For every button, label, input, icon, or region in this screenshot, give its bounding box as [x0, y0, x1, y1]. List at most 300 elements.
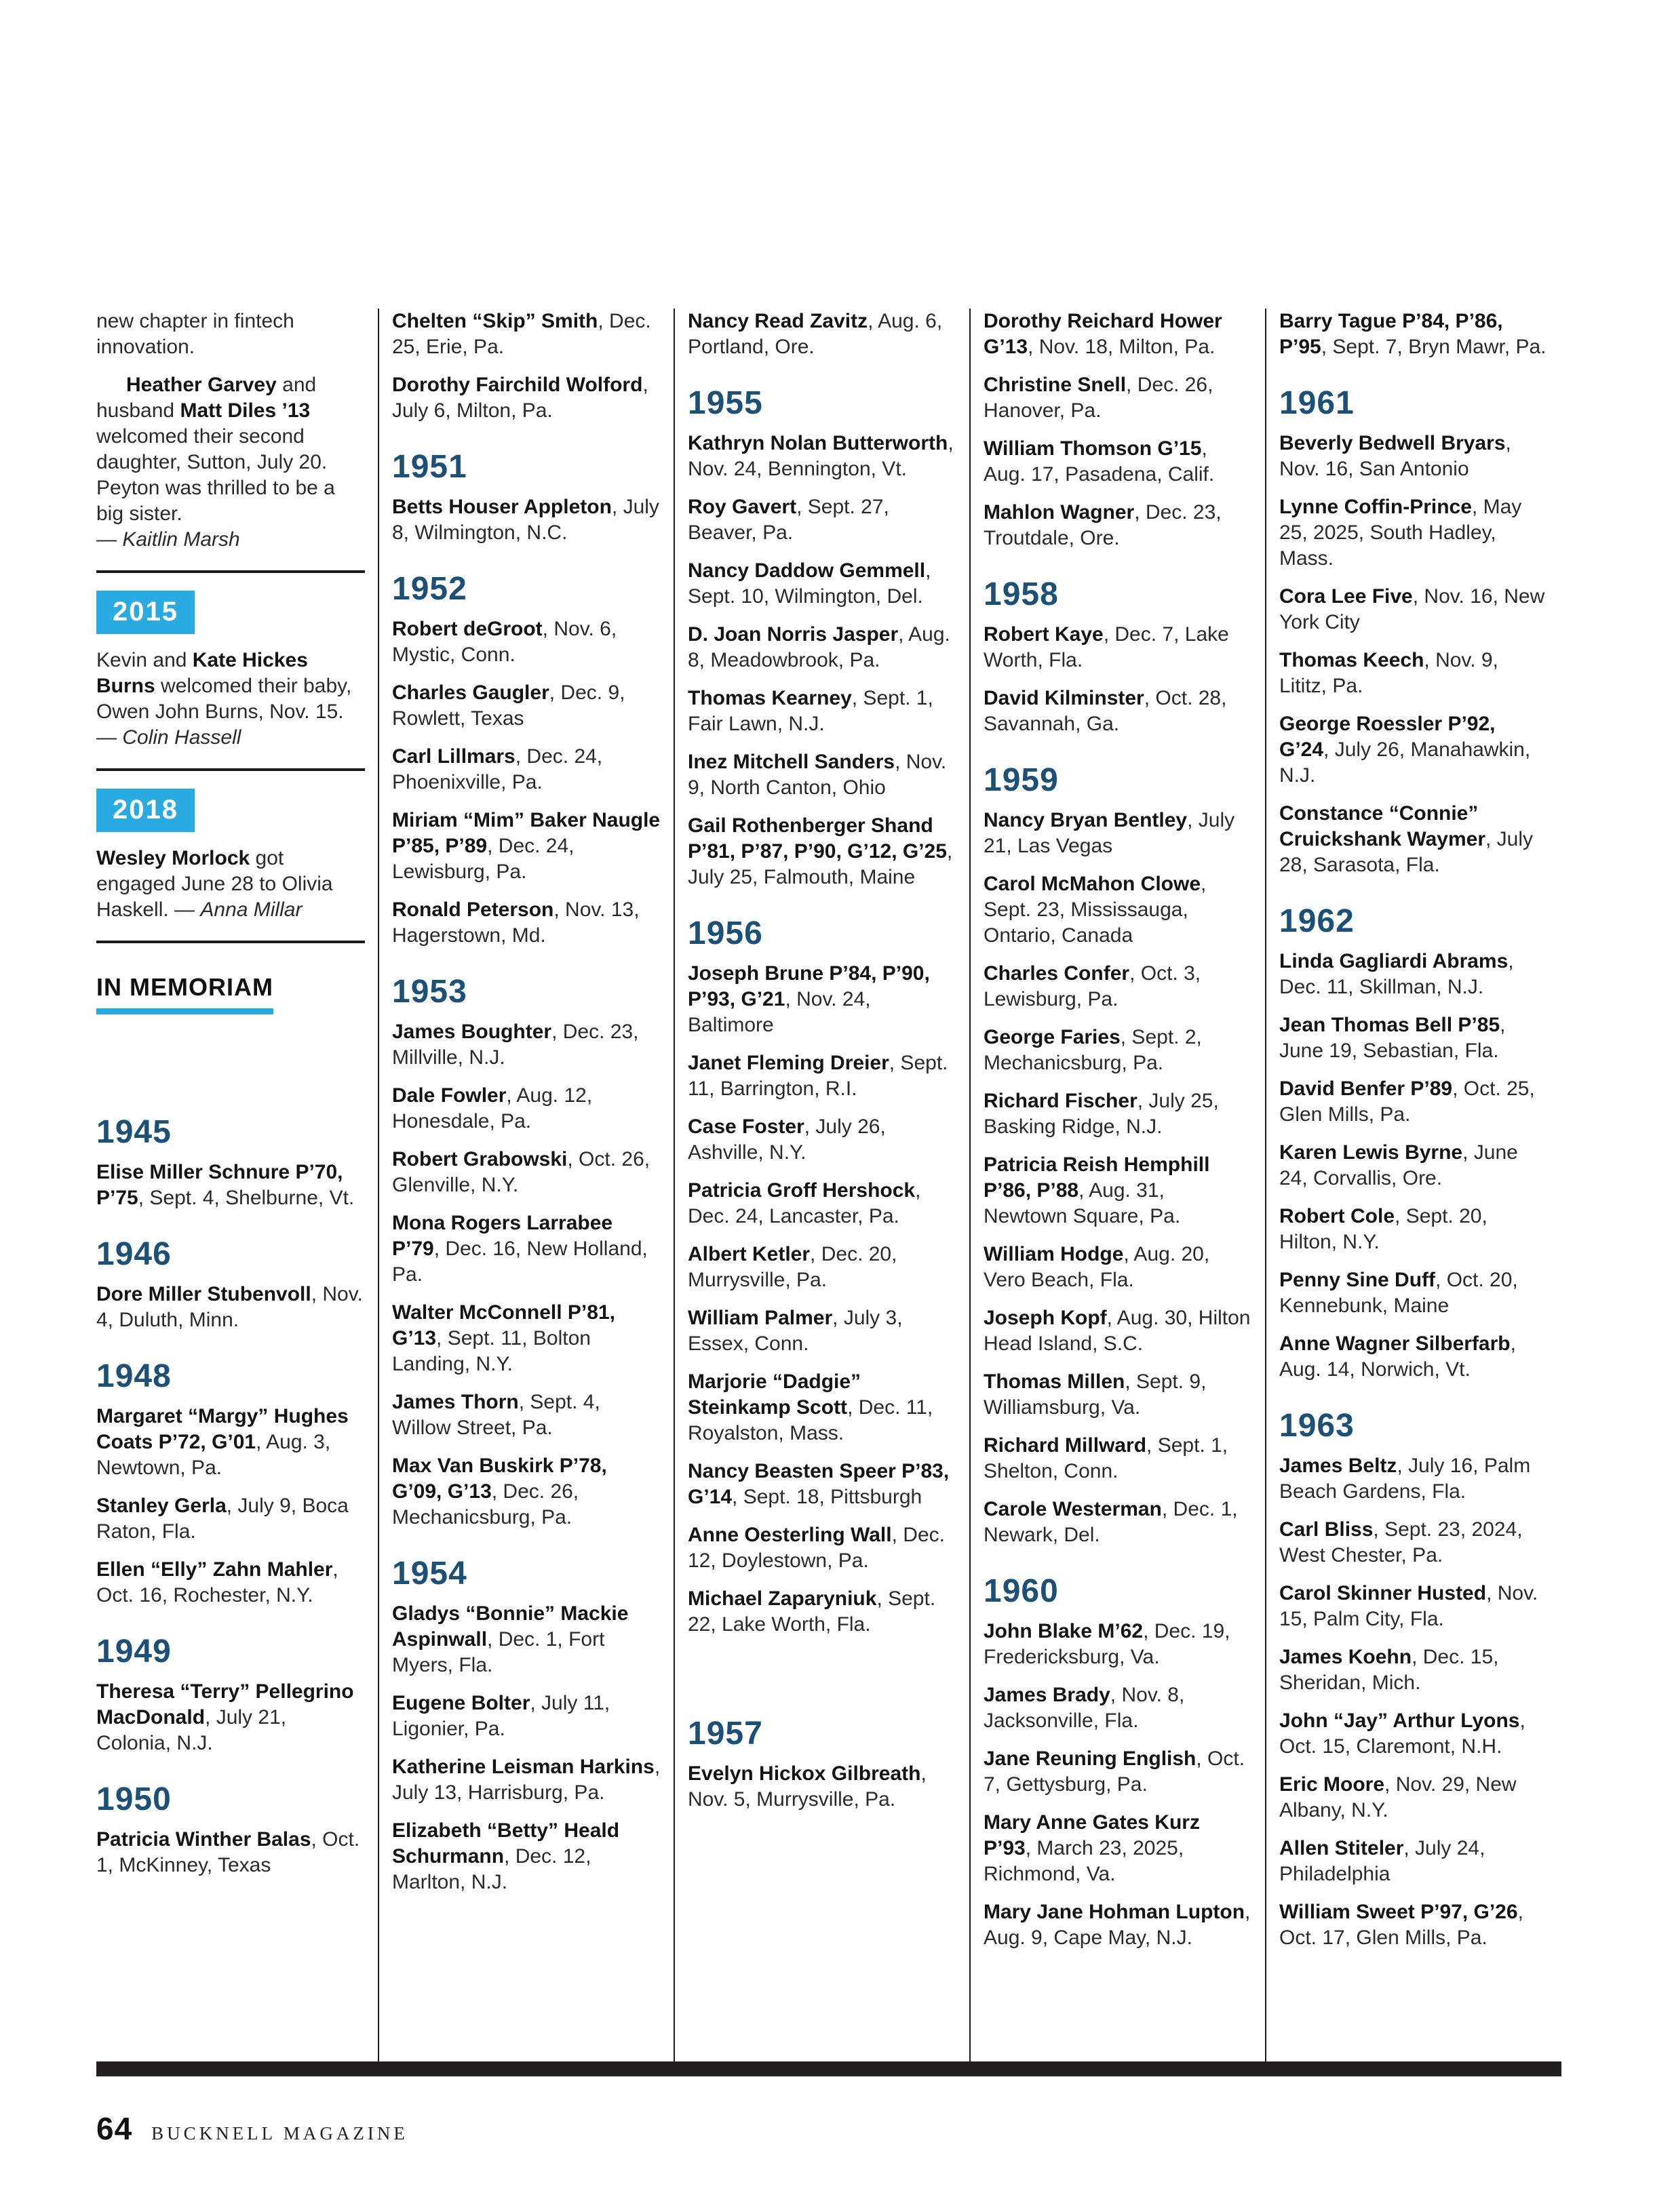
- memoriam-entry: [688, 1459, 956, 1510]
- person-name: Joseph Kopf: [984, 1307, 1107, 1329]
- memoriam-entry: [984, 686, 1252, 737]
- entry-details: , Aug. 14, Norwich, Vt.: [1279, 1332, 1516, 1381]
- person-name: Thomas Kearney: [688, 687, 852, 709]
- person-name: Carol McMahon Clowe: [984, 873, 1201, 895]
- memoriam-entry: [984, 1619, 1252, 1670]
- entry-details: , Sept. 22, Lake Worth, Fla.: [688, 1587, 936, 1636]
- entry-details: , Nov. 9, Lititz, Pa.: [1279, 649, 1498, 697]
- memoriam-entry: [96, 1282, 365, 1333]
- person-name: Constance “Connie” Cruickshank Waymer: [1279, 802, 1486, 850]
- memoriam-entry: [688, 1586, 956, 1638]
- correspondent-name: — Kaitlin Marsh: [96, 528, 240, 551]
- entry-details: , Nov. 8, Jacksonville, Fla.: [984, 1684, 1185, 1732]
- memoriam-year-heading: 1963: [1279, 1408, 1355, 1444]
- entry-details: , Dec. 1, Newark, Del.: [984, 1498, 1238, 1546]
- entry-details: , Dec. 12, Doylestown, Pa.: [688, 1524, 945, 1572]
- memoriam-entry: [688, 1305, 956, 1357]
- page-number: 64: [96, 2111, 133, 2146]
- entry-details: , Oct. 25, Glen Mills, Pa.: [1279, 1078, 1535, 1126]
- person-name: Nancy Bryan Bentley: [984, 809, 1188, 831]
- memoriam-entry: [984, 1746, 1252, 1798]
- person-name: Roy Gavert: [688, 496, 797, 518]
- correspondent-signature: [96, 527, 365, 553]
- entry-details: , July 24, Philadelphia: [1279, 1837, 1485, 1885]
- memoriam-entry: [96, 1679, 365, 1756]
- memoriam-entry: [1279, 1517, 1548, 1568]
- entry-details: , Dec. 24, Lewisburg, Pa.: [392, 835, 575, 883]
- person-name: Nancy Read Zavitz: [688, 310, 868, 332]
- person-name: Dore Miller Stubenvoll: [96, 1283, 311, 1305]
- person-name: Ellen “Elly” Zahn Mahler: [96, 1558, 333, 1581]
- person-name: Wesley Morlock: [96, 847, 250, 869]
- entry-details: , Aug. 3, Newtown, Pa.: [96, 1431, 331, 1479]
- text: Kevin and: [96, 649, 193, 671]
- memoriam-entry: [688, 558, 956, 610]
- memoriam-entry: [688, 1242, 956, 1293]
- memoriam-year-heading: 1953: [392, 974, 467, 1010]
- person-name: Mary Anne Gates Kurz P’93: [984, 1811, 1200, 1859]
- entry-details: , Sept. 18, Pittsburgh: [732, 1486, 922, 1508]
- entry-details: , Oct. 26, Glenville, N.Y.: [392, 1148, 650, 1196]
- memoriam-entry: [1279, 1772, 1548, 1823]
- entry-details: , Oct. 1, McKinney, Texas: [96, 1828, 360, 1876]
- class-year-badge-row: [96, 789, 365, 832]
- entry-details: , Oct. 3, Lewisburg, Pa.: [984, 962, 1201, 1010]
- text: new chapter in fintech innovation.: [96, 310, 294, 358]
- person-name: Joseph Brune P’84, P’90, P’93, G’21: [688, 962, 930, 1010]
- memoriam-entry: [392, 1147, 661, 1198]
- memoriam-entry: [392, 1601, 661, 1678]
- person-name: Walter McConnell P’81, G’13: [392, 1301, 615, 1349]
- memoriam-entry: [984, 1025, 1252, 1076]
- entry-details: , July 11, Ligonier, Pa.: [392, 1692, 610, 1740]
- memoriam-entry: [688, 309, 956, 360]
- entry-details: , June 24, Corvallis, Ore.: [1279, 1141, 1518, 1189]
- memoriam-entry: [688, 1522, 956, 1574]
- person-name: John “Jay” Arthur Lyons: [1279, 1710, 1520, 1732]
- entry-details: , July 13, Harrisburg, Pa.: [392, 1756, 661, 1804]
- entry-details: , Sept. 23, Mississauga, Ontario, Canada: [984, 873, 1207, 947]
- person-name: Gail Rothenberger Shand P’81, P’87, P’90, G’12, G’25: [688, 814, 947, 863]
- entry-details: , July 8, Wilmington, N.C.: [392, 496, 659, 544]
- memoriam-entry: [688, 749, 956, 801]
- memoriam-entry: [984, 1088, 1252, 1140]
- footer: [96, 2110, 408, 2147]
- entry-details: , Nov. 29, New Albany, N.Y.: [1279, 1773, 1517, 1821]
- spacer: [688, 1650, 956, 1691]
- entry-details: , Dec. 19, Fredericksburg, Va.: [984, 1620, 1230, 1668]
- entry-details: , Nov. 13, Hagerstown, Md.: [392, 898, 640, 947]
- entry-details: , Sept. 10, Wilmington, Del.: [688, 559, 931, 608]
- memoriam-entry: [392, 1453, 661, 1530]
- entry-details: , Dec. 26, Hanover, Pa.: [984, 374, 1213, 422]
- entry-details: , Aug. 31, Newtown Square, Pa.: [984, 1179, 1181, 1227]
- memoriam-entry: [1279, 1331, 1548, 1383]
- memoriam-entry: [688, 431, 956, 482]
- entry-details: , Dec. 11, Skillman, N.J.: [1279, 950, 1514, 998]
- memoriam-entry: [1279, 1836, 1548, 1887]
- person-name: Charles Confer: [984, 962, 1130, 985]
- person-name: Mahlon Wagner: [984, 501, 1135, 524]
- text-column-1: [96, 309, 365, 2061]
- class-note-paragraph: [96, 846, 365, 923]
- memoriam-entry: [984, 372, 1252, 424]
- memoriam-year-heading: 1960: [984, 1573, 1059, 1609]
- memoriam-entry: [1279, 431, 1548, 482]
- memoriam-entry: [1279, 1204, 1548, 1255]
- entry-details: , Oct. 16, Rochester, N.Y.: [96, 1558, 338, 1606]
- entry-details: , Sept. 7, Bryn Mawr, Pa.: [1321, 336, 1547, 358]
- person-name: Eric Moore: [1279, 1773, 1385, 1796]
- memoriam-entry: [392, 1083, 661, 1134]
- memoriam-year-heading: 1952: [392, 571, 467, 607]
- entry-details: , Sept. 27, Beaver, Pa.: [688, 496, 889, 544]
- person-name: Carol Skinner Husted: [1279, 1582, 1487, 1604]
- person-name: Barry Tague P’84, P’86, P’95: [1279, 310, 1503, 358]
- person-name: Beverly Bedwell Bryars: [1279, 432, 1506, 454]
- person-name: Nancy Daddow Gemmell: [688, 559, 926, 582]
- person-name: Chelten “Skip” Smith: [392, 310, 598, 332]
- memoriam-year-heading: 1961: [1279, 385, 1355, 421]
- text: welcomed their second daughter, Sutton, July 20. Peyton was thrilled to be a big sister.: [96, 425, 335, 525]
- person-name: Carole Westerman: [984, 1498, 1162, 1520]
- person-name: William Sweet P’97, G’26: [1279, 1901, 1518, 1923]
- memoriam-entry: [392, 808, 661, 885]
- entry-details: , Nov. 16, San Antonio: [1279, 432, 1511, 480]
- memoriam-entry: [984, 871, 1252, 949]
- person-name: Evelyn Hickox Gilbreath: [688, 1762, 921, 1785]
- memoriam-entry: [96, 1557, 365, 1608]
- entry-details: , Dec. 9, Rowlett, Texas: [392, 682, 625, 730]
- memoriam-entry: [1279, 949, 1548, 1000]
- memoriam-entry: [1279, 1267, 1548, 1319]
- person-name: Dorothy Fairchild Wolford: [392, 374, 643, 396]
- text: and husband: [96, 374, 317, 422]
- memoriam-entry: [984, 1810, 1252, 1887]
- memoriam-entry: [392, 372, 661, 424]
- person-name: William Thomson G’15: [984, 437, 1202, 460]
- person-name: James Boughter: [392, 1021, 552, 1043]
- person-name: Heather Garvey: [126, 374, 277, 396]
- memoriam-entry: [1279, 1581, 1548, 1632]
- class-year-badge: 2015: [96, 591, 195, 634]
- entry-details: , Sept. 11, Barrington, R.I.: [688, 1052, 948, 1100]
- memoriam-entry: [392, 1818, 661, 1895]
- person-name: Matt Diles ’13: [180, 399, 311, 422]
- person-name: Eugene Bolter: [392, 1692, 530, 1714]
- text-column-2: [392, 309, 661, 2061]
- memoriam-entry: [392, 309, 661, 360]
- entry-details: , Dec. 23, Millville, N.J.: [392, 1021, 639, 1069]
- entry-details: , Dec. 15, Sheridan, Mich.: [1279, 1646, 1499, 1694]
- entry-details: , Nov. 15, Palm City, Fla.: [1279, 1582, 1538, 1630]
- person-name: Anne Wagner Silberfarb: [1279, 1332, 1511, 1355]
- class-year-badge: 2018: [96, 789, 195, 832]
- memoriam-entry: [392, 1210, 661, 1288]
- entry-details: , Aug. 12, Honesdale, Pa.: [392, 1084, 593, 1132]
- person-name: James Thorn: [392, 1391, 519, 1413]
- class-note-paragraph: [96, 309, 365, 360]
- person-name: James Koehn: [1279, 1646, 1412, 1668]
- section-rule: [96, 768, 365, 771]
- entry-details: , Dec. 16, New Holland, Pa.: [392, 1238, 648, 1286]
- entry-details: , July 9, Boca Raton, Fla.: [96, 1495, 349, 1543]
- text: got engaged June 28 to Olivia Haskell. —: [96, 847, 333, 921]
- entry-details: , Dec. 12, Marlton, N.J.: [392, 1845, 591, 1893]
- person-name: Stanley Gerla: [96, 1495, 227, 1517]
- person-name: Patricia Groff Hershock: [688, 1179, 916, 1202]
- person-name: Dorothy Reichard Hower G’13: [984, 310, 1222, 358]
- memoriam-entry: [392, 1691, 661, 1742]
- memoriam-entry: [392, 1389, 661, 1441]
- memoriam-entry: [1279, 1140, 1548, 1191]
- in-memoriam-inner: [96, 973, 273, 1014]
- memoriam-entry: [984, 961, 1252, 1012]
- person-name: Margaret “Margy” Hughes Coats P’72, G’01: [96, 1405, 349, 1453]
- memoriam-year-heading: 1956: [688, 915, 763, 951]
- memoriam-entry: [1279, 309, 1548, 360]
- memoriam-entry: [984, 436, 1252, 488]
- entry-details: , July 26, Manahawkin, N.J.: [1279, 738, 1531, 787]
- person-name: Robert Kaye: [984, 623, 1104, 646]
- person-name: Nancy Beasten Speer P’83, G’14: [688, 1460, 950, 1508]
- person-name: George Roessler P’92, G’24: [1279, 713, 1496, 761]
- person-name: Mona Rogers Larrabee P’79: [392, 1212, 613, 1260]
- entry-details: , Oct. 20, Kennebunk, Maine: [1279, 1269, 1518, 1317]
- entry-details: , July 21, Colonia, N.J.: [96, 1706, 287, 1754]
- memoriam-year-heading: 1950: [96, 1781, 172, 1817]
- memoriam-entry: [984, 1152, 1252, 1229]
- in-memoriam-header: [96, 973, 365, 1014]
- entry-details: , Dec. 11, Royalston, Mass.: [688, 1396, 933, 1444]
- entry-details: , Nov. 6, Mystic, Conn.: [392, 618, 617, 666]
- memoriam-year-heading: 1946: [96, 1236, 172, 1272]
- entry-details: , Sept. 11, Bolton Landing, N.Y.: [392, 1327, 591, 1375]
- entry-details: , Dec. 24, Lancaster, Pa.: [688, 1179, 921, 1227]
- person-name: Penny Sine Duff: [1279, 1269, 1436, 1291]
- entry-details: , Sept. 1, Shelton, Conn.: [984, 1434, 1228, 1482]
- entry-details: , July 25, Basking Ridge, N.J.: [984, 1090, 1219, 1138]
- memoriam-entry: [688, 961, 956, 1038]
- memoriam-year-heading: 1958: [984, 576, 1059, 612]
- entry-details: , Aug. 30, Hilton Head Island, S.C.: [984, 1307, 1251, 1355]
- entry-details: , Aug. 17, Pasadena, Calif.: [984, 437, 1215, 486]
- magazine-title: BUCKNELL MAGAZINE: [151, 2123, 408, 2144]
- entry-details: , Aug. 8, Meadowbrook, Pa.: [688, 623, 950, 671]
- entry-details: , Sept. 20, Hilton, N.Y.: [1279, 1205, 1487, 1253]
- memoriam-entry: [984, 309, 1252, 360]
- entry-details: , July 28, Sarasota, Fla.: [1279, 828, 1534, 876]
- entry-details: , Dec. 23, Troutdale, Ore.: [984, 501, 1222, 549]
- person-name: William Palmer: [688, 1307, 833, 1329]
- memoriam-entry: [688, 1369, 956, 1446]
- entry-details: , March 23, 2025, Richmond, Va.: [984, 1837, 1184, 1885]
- person-name: Elise Miller Schnure P’70, P’75: [96, 1161, 343, 1209]
- entry-details: , Nov. 9, North Canton, Ohio: [688, 751, 947, 799]
- person-name: Theresa “Terry” Pellegrino MacDonald: [96, 1680, 354, 1729]
- memoriam-entry: [392, 1300, 661, 1377]
- memoriam-entry: [688, 494, 956, 546]
- memoriam-entry: [984, 1305, 1252, 1357]
- person-name: Case Foster: [688, 1115, 804, 1138]
- person-name: Ronald Peterson: [392, 898, 554, 921]
- column-divider: [378, 309, 379, 2061]
- memoriam-entry: [392, 680, 661, 732]
- person-name: Carl Lillmars: [392, 745, 516, 768]
- memoriam-year-heading: 1962: [1279, 903, 1355, 939]
- correspondent-name: Colin Hassell: [122, 726, 241, 749]
- memoriam-entry: [96, 1827, 365, 1878]
- entry-details: , Oct. 15, Claremont, N.H.: [1279, 1710, 1525, 1758]
- person-name: David Kilminster: [984, 687, 1144, 709]
- memoriam-entry: [984, 1682, 1252, 1734]
- entry-details: , July 6, Milton, Pa.: [392, 374, 648, 422]
- person-name: Jean Thomas Bell P’85: [1279, 1014, 1500, 1036]
- person-name: D. Joan Norris Jasper: [688, 623, 899, 646]
- page-content: [96, 309, 1561, 2061]
- entry-details: , Sept. 2, Mechanicsburg, Pa.: [984, 1026, 1202, 1074]
- memoriam-entry: [984, 1899, 1252, 1951]
- memoriam-entry: [392, 1019, 661, 1071]
- person-name: James Brady: [984, 1684, 1110, 1706]
- person-name: David Benfer P’89: [1279, 1078, 1453, 1100]
- text-column-3: [688, 309, 956, 2061]
- person-name: Betts Houser Appleton: [392, 496, 612, 518]
- memoriam-entry: [984, 1369, 1252, 1421]
- column-divider: [1265, 309, 1266, 2061]
- person-name: Elizabeth “Betty” Heald Schurmann: [392, 1819, 620, 1868]
- entry-details: , Dec. 25, Erie, Pa.: [392, 310, 651, 358]
- memoriam-year-heading: 1959: [984, 762, 1059, 798]
- entry-details: , Nov. 16, New York City: [1279, 585, 1545, 633]
- person-name: Lynne Coffin-Prince: [1279, 496, 1472, 518]
- entry-details: , July 25, Falmouth, Maine: [688, 840, 953, 888]
- correspondent-name: Anna Millar: [200, 898, 303, 921]
- class-year-badge-row: [96, 591, 365, 634]
- person-name: John Blake M’62: [984, 1620, 1144, 1642]
- person-name: Kathryn Nolan Butterworth: [688, 432, 948, 454]
- memoriam-entry: [1279, 1899, 1548, 1951]
- person-name: Janet Fleming Dreier: [688, 1052, 889, 1074]
- person-name: Robert Grabowski: [392, 1148, 568, 1170]
- person-name: Miriam “Mim” Baker Naugle P’85, P’89: [392, 809, 661, 857]
- memoriam-entry: [984, 622, 1252, 673]
- memoriam-entry: [984, 1497, 1252, 1548]
- in-memoriam-underline: [96, 1008, 273, 1014]
- memoriam-entry: [1279, 711, 1548, 789]
- text-column-5: [1279, 309, 1548, 2061]
- memoriam-entry: [984, 1433, 1252, 1484]
- person-name: Allen Stiteler: [1279, 1837, 1404, 1859]
- memoriam-year-heading: 1957: [688, 1716, 763, 1752]
- memoriam-entry: [96, 1493, 365, 1545]
- person-name: Cora Lee Five: [1279, 585, 1413, 608]
- memoriam-year-heading: 1951: [392, 449, 467, 485]
- memoriam-entry: [984, 500, 1252, 551]
- entry-details: , Sept. 4, Willow Street, Pa.: [392, 1391, 600, 1439]
- entry-details: , Sept. 9, Williamsburg, Va.: [984, 1370, 1207, 1419]
- person-name: Max Van Buskirk P’78, G’09, G’13: [392, 1455, 607, 1503]
- entry-details: , Oct. 7, Gettysburg, Pa.: [984, 1747, 1245, 1796]
- memoriam-entry: [1279, 1644, 1548, 1696]
- person-name: Albert Ketler: [688, 1243, 811, 1265]
- memoriam-entry: [1279, 1708, 1548, 1760]
- person-name: Kate Hickes Burns: [96, 649, 308, 697]
- column-layout: [96, 309, 1561, 2061]
- memoriam-entry: [688, 1761, 956, 1813]
- person-name: Robert deGroot: [392, 618, 543, 640]
- memoriam-year-heading: 1948: [96, 1358, 172, 1394]
- person-name: Richard Fischer: [984, 1090, 1137, 1112]
- memoriam-entry: [688, 1050, 956, 1102]
- person-name: Dale Fowler: [392, 1084, 507, 1107]
- memoriam-year-heading: 1949: [96, 1634, 172, 1670]
- memoriam-entry: [1279, 1012, 1548, 1064]
- entry-details: , July 3, Essex, Conn.: [688, 1307, 903, 1355]
- memoriam-entry: [96, 1404, 365, 1481]
- person-name: Thomas Millen: [984, 1370, 1125, 1393]
- person-name: Marjorie “Dadgie” Steinkamp Scott: [688, 1370, 861, 1419]
- entry-details: , July 16, Palm Beach Gardens, Fla.: [1279, 1455, 1531, 1503]
- memoriam-entry: [688, 813, 956, 890]
- section-rule: [96, 570, 365, 573]
- memoriam-entry: [688, 686, 956, 737]
- entry-details: , Nov. 24, Bennington, Vt.: [688, 432, 954, 480]
- entry-details: , Oct. 17, Glen Mills, Pa.: [1279, 1901, 1523, 1949]
- memoriam-entry: [392, 494, 661, 546]
- person-name: Linda Gagliardi Abrams: [1279, 950, 1509, 972]
- entry-details: , May 25, 2025, South Hadley, Mass.: [1279, 496, 1522, 570]
- memoriam-entry: [1279, 584, 1548, 635]
- memoriam-entry: [96, 1160, 365, 1211]
- entry-details: , Sept. 4, Shelburne, Vt.: [138, 1187, 355, 1209]
- entry-details: , Aug. 6, Portland, Ore.: [688, 310, 943, 358]
- memoriam-entry: [984, 808, 1252, 859]
- entry-details: , Nov. 5, Murrysville, Pa.: [688, 1762, 927, 1811]
- entry-details: , July 21, Las Vegas: [984, 809, 1235, 857]
- entry-details: , Nov. 18, Milton, Pa.: [1028, 336, 1216, 358]
- text: welcomed their baby, Owen John Burns, Nov. 15. —: [96, 675, 352, 749]
- entry-details: , June 19, Sebastian, Fla.: [1279, 1014, 1506, 1062]
- memoriam-entry: [1279, 1076, 1548, 1128]
- entry-details: , Dec. 24, Phoenixville, Pa.: [392, 745, 603, 793]
- person-name: Thomas Keech: [1279, 649, 1424, 671]
- entry-details: , Nov. 4, Duluth, Minn.: [96, 1283, 363, 1331]
- person-name: Christine Snell: [984, 374, 1127, 396]
- person-name: Katherine Leisman Harkins: [392, 1756, 655, 1778]
- entry-details: , Sept. 1, Fair Lawn, N.J.: [688, 687, 933, 735]
- column-divider: [969, 309, 971, 2061]
- person-name: Charles Gaugler: [392, 682, 549, 704]
- person-name: Carl Bliss: [1279, 1518, 1374, 1541]
- person-name: Patricia Winther Balas: [96, 1828, 311, 1851]
- memoriam-year-heading: 1954: [392, 1556, 467, 1592]
- entry-details: , Dec. 1, Fort Myers, Fla.: [392, 1628, 605, 1676]
- memoriam-year-heading: 1945: [96, 1114, 172, 1150]
- entry-details: , Aug. 9, Cape May, N.J.: [984, 1901, 1251, 1949]
- person-name: Anne Oesterling Wall: [688, 1524, 892, 1546]
- entry-details: , Dec. 7, Lake Worth, Fla.: [984, 623, 1229, 671]
- person-name: Michael Zaparyniuk: [688, 1587, 877, 1610]
- entry-details: , Dec. 20, Murrysville, Pa.: [688, 1243, 897, 1291]
- memoriam-entry: [688, 622, 956, 673]
- memoriam-entry: [688, 1114, 956, 1166]
- entry-details: , Dec. 26, Mechanicsburg, Pa.: [392, 1480, 579, 1528]
- class-note-paragraph: [96, 372, 365, 527]
- memoriam-entry: [392, 897, 661, 949]
- person-name: George Faries: [984, 1026, 1121, 1048]
- memoriam-year-heading: 1955: [688, 385, 763, 421]
